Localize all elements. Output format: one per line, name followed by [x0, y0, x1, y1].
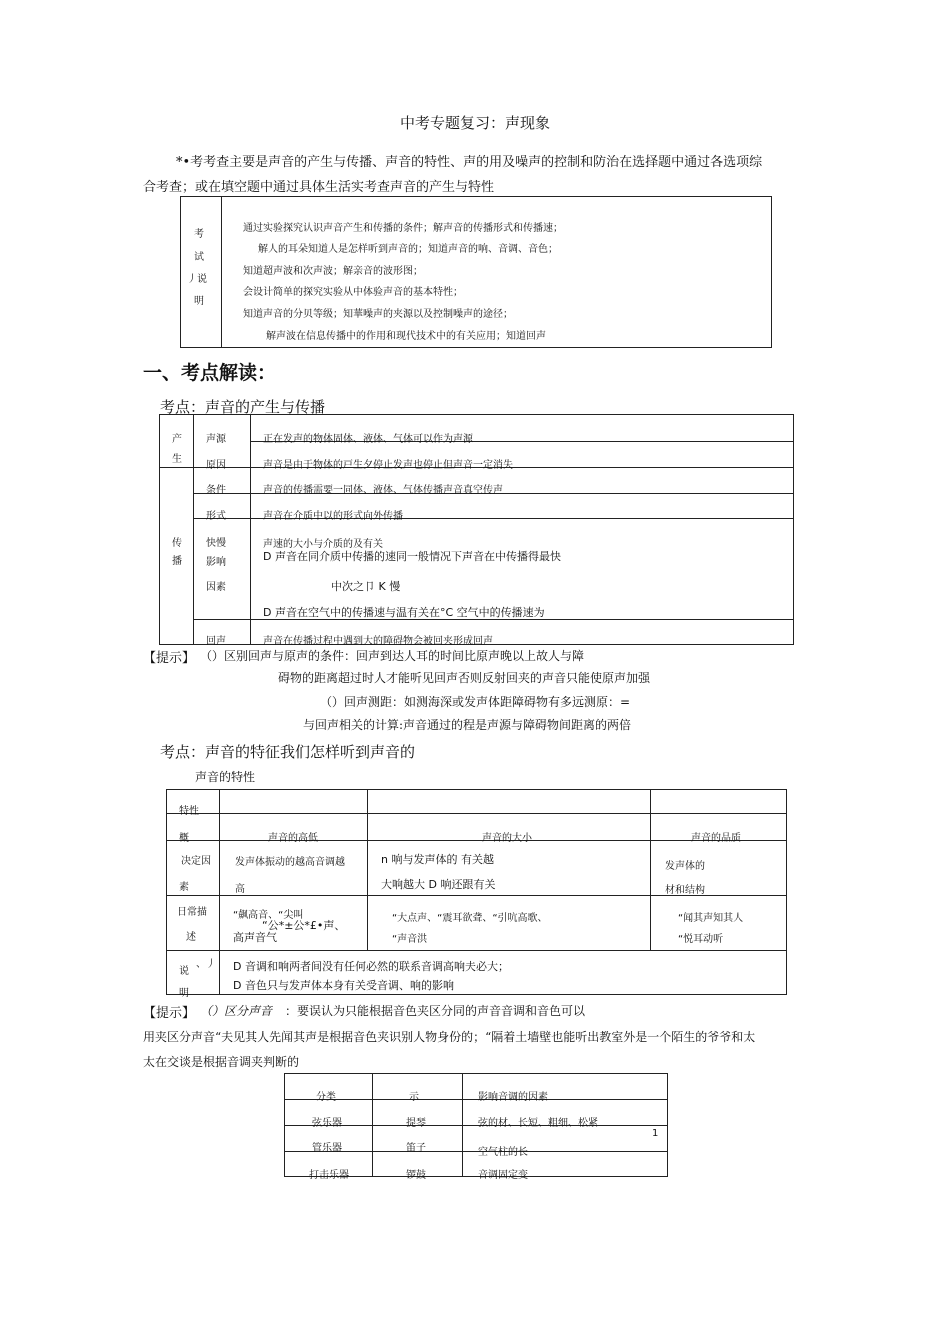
row-divider — [284, 1099, 668, 1100]
cell-text: “飙高音、“尖叫 — [233, 910, 304, 921]
exam-line: 通过实验探究认识声音产生和传播的条件；解声音的传播形式和传播速； — [243, 223, 563, 234]
row-label: 述 — [186, 932, 196, 943]
group-label: 传 — [172, 538, 182, 549]
page-number: 1 — [652, 1128, 659, 1139]
tip-text: ：要误认为只能根据音色夹区分同的声音音调和音色可以 — [285, 1004, 586, 1018]
cell-text: “悦耳动听 — [678, 934, 724, 945]
topic-heading-production: 考点：声音的产生与传播 — [160, 398, 326, 416]
cell-text: “大点声、“震耳欲聋、“引吭高歌、 — [392, 913, 548, 924]
exam-label-4: 明 — [194, 296, 204, 307]
row-text: D 声音在空气中的传播速与温有关在°C 空气中的传播速为 — [263, 606, 545, 619]
cell-text: “声音洪 — [392, 934, 428, 945]
table-header: 影响音调的因素 — [478, 1092, 548, 1103]
table-header: 示 — [409, 1092, 419, 1103]
table-cell: 弦的材、长短、粗细、松紧 — [478, 1118, 598, 1129]
cell-text: 高声音气 — [233, 931, 277, 944]
note-text: D 音调和响两者间没有任何必然的联系音调高响夫必大； — [233, 960, 509, 973]
exam-label-1: 考 — [194, 229, 204, 240]
tip-italic: （）区分声音 — [200, 1004, 273, 1018]
row-label: 原因 — [206, 460, 226, 471]
header-label: 概 — [179, 833, 189, 844]
table-cell: 笛子 — [406, 1143, 426, 1154]
tip-text: 与回声相关的计算:声音通过的程是声源与障碍物间距离的两倍 — [303, 718, 632, 732]
exam-line: 知道声音的分贝等级；知華噪声的夹源以及控制噪声的途径； — [243, 309, 513, 320]
header-pitch: 声音的高低 — [268, 833, 318, 844]
row-text: 中次之卩 K 慢 — [331, 580, 401, 593]
cell-text: 发声体振动的越高音调越 — [235, 857, 345, 868]
tip-label: 【提示】 — [143, 651, 196, 666]
col-divider — [219, 789, 220, 995]
note-text: D 音色只与发声体本身有关受音调、响的影响 — [233, 979, 454, 992]
table-cell: 空气柱的长 — [478, 1147, 528, 1158]
exam-box-divider — [221, 196, 222, 348]
tip-text: 碍物的距离超过时人才能听见回声否则反射回夹的声音只能使原声加强 — [278, 671, 651, 685]
cell-text: 大响越大 D 响还跟有关 — [381, 878, 496, 891]
table-cell: 锣鼓 — [406, 1170, 426, 1181]
cell-text: 发声体的 — [665, 861, 705, 872]
row-text: 正在发声的物体固体、液体、气体可以作为声源 — [263, 434, 473, 445]
row-text: D 声音在同介质中传播的速同一般情况下声音在中传播得最快 — [263, 550, 561, 563]
tip-text: （）回声测距：如测海深或发声体距障碍物有多远测原：= — [320, 695, 631, 709]
row-label: 形式 — [206, 511, 226, 522]
table-cell: 管乐器 — [312, 1143, 342, 1154]
table-cell: 提琴 — [406, 1118, 426, 1129]
row-label: 影响 — [206, 557, 226, 568]
cell-text: n 响与发声体的 有关越 — [381, 853, 494, 866]
row-text: 声音是由于物体的戸生夕停止发声也停止但声音一定消失 — [263, 460, 513, 471]
table-cell: 弦乐器 — [312, 1118, 342, 1129]
tip-label: 【提示】 — [143, 1006, 196, 1021]
exam-label-2: 试 — [194, 252, 204, 263]
row-label: 明 — [179, 988, 189, 999]
group-label: 产 — [172, 434, 182, 445]
row-text: 声速的大小与介质的及有关 — [263, 539, 383, 550]
row-label: 决定因 — [181, 856, 211, 867]
page-title: 中考专题复习：声现象 — [399, 114, 550, 132]
row-label: 说 — [179, 966, 189, 977]
exam-line: 知道超声波和次声波；解亲音的波形图； — [243, 266, 423, 277]
col-divider — [250, 414, 251, 645]
subheading: 声音的特性 — [195, 770, 256, 784]
topic-heading-characteristics: 考点：声音的特征我们怎样听到声音的 — [160, 743, 416, 761]
exam-line: 会设计简单的探究实验从中体验声音的基本特性； — [243, 287, 463, 298]
row-label: 快慢 — [206, 538, 226, 549]
row-text: 声音在介质中以的形式向外传播 — [263, 511, 403, 522]
tip-text: 太在交谈是根据音调夹判断的 — [143, 1055, 300, 1069]
section-heading: 一、考点解读： — [143, 362, 277, 384]
cell-text: 材和结构 — [665, 885, 705, 896]
table-cell: 打击乐器 — [309, 1170, 349, 1181]
tip-text: （）区别回声与原声的条件：回声到达人耳的时间比原声晚以上故人与障 — [200, 649, 585, 663]
header-label: 特性 — [179, 806, 199, 817]
header-loudness: 声音的大小 — [482, 833, 532, 844]
row-label: 回声 — [206, 636, 226, 647]
exam-line: 解声波在信息传播中的作用和现代技术中的有关应用；知道回声 — [266, 331, 546, 342]
col-divider — [193, 414, 194, 645]
row-divider — [166, 950, 787, 951]
table-cell: 音调固定变 — [478, 1170, 528, 1181]
row-label: 素 — [179, 882, 189, 893]
cell-text: “闻其声知其人 — [678, 913, 744, 924]
exam-label-3: 丿说 — [187, 274, 207, 285]
intro-line-1: *•考考查主要是声音的产生与传播、声音的特性、声的用及噪声的控制和防治在选择题中通过各选项综 — [176, 155, 763, 170]
row-label: 日常描 — [177, 907, 207, 918]
exam-line: 解人的耳朵知道人是怎样听到声音的；知道声音的响、音调、音色； — [258, 244, 558, 255]
tip-text: 用夹区分声音“夫见其人先闻其声是根据音色夹识别人物身份的；“隔着土墙壁也能听出教室外是一个陌生的爷爷和太 — [143, 1030, 756, 1044]
cell-text: 高 — [235, 884, 245, 895]
row-divider — [166, 813, 787, 814]
row-label: 声源 — [206, 434, 226, 445]
intro-line-2: 合考查；或在填空题中通过具体生活实考查声音的产生与特性 — [143, 180, 495, 195]
row-label: 因素 — [206, 582, 226, 593]
table-header: 分类 — [316, 1092, 336, 1103]
group-label: 生 — [172, 454, 182, 465]
row-label: 条件 — [206, 485, 226, 496]
group-label: 播 — [172, 556, 182, 567]
header-timbre: 声音的品质 — [691, 833, 741, 844]
cell-text: “公*±公*£•声、 — [262, 919, 346, 932]
row-text: 声音在传播过程中遇到大的障碍物会被回夹形成回声 — [263, 636, 493, 647]
row-text: 声音的传播需要一同体、液体、气体传播声音真空传声 — [263, 485, 503, 496]
note-mark: 、丿 — [196, 959, 216, 970]
